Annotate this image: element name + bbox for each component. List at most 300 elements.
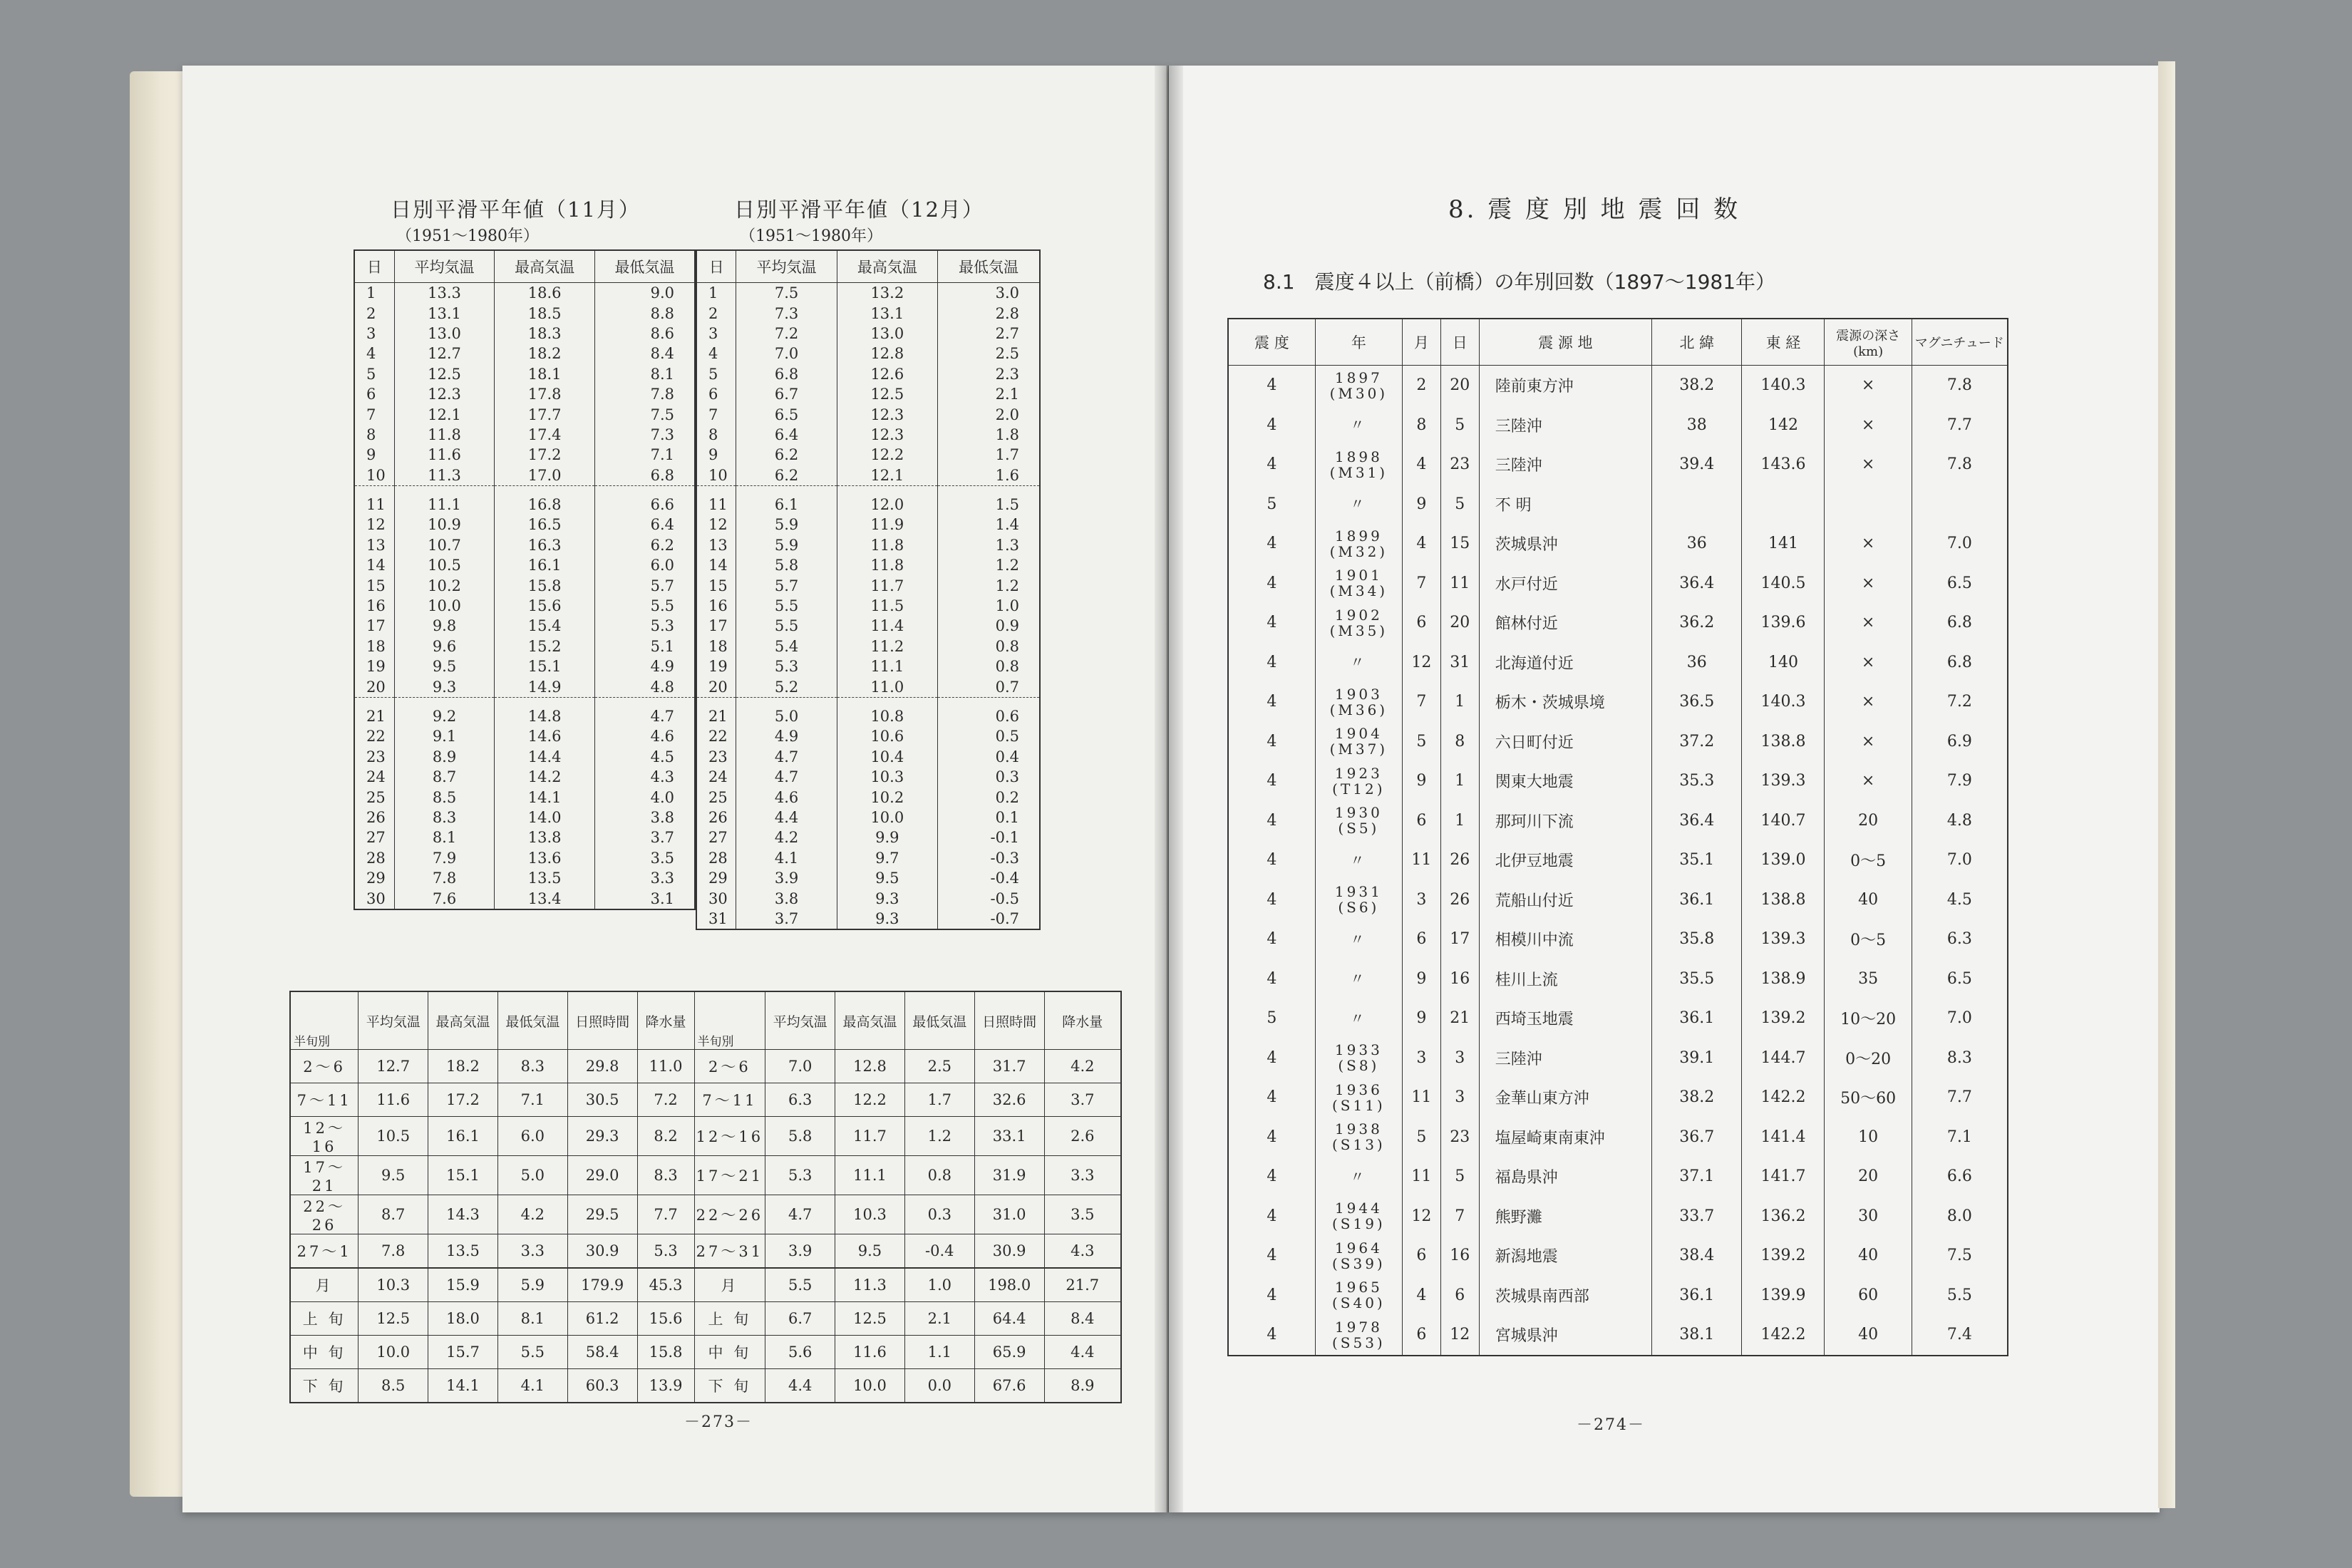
table-row: [696, 555, 1040, 575]
year-cell: 〃: [1315, 643, 1402, 683]
day-cell: 16: [1440, 1236, 1479, 1276]
dec-table-period: （1951～1980年）: [740, 227, 882, 245]
mean-temp-cell: 4.9: [736, 726, 837, 746]
day-cell: 16: [354, 596, 394, 616]
magnitude-cell: 4.5: [1912, 880, 2008, 920]
longitude-cell: 138.8: [1742, 722, 1825, 762]
month-cell: 6: [1402, 1315, 1440, 1356]
mean-temp-cell: 8.7: [359, 1195, 428, 1234]
epicenter-cell: 三陸沖: [1479, 406, 1651, 445]
max-temp-cell: 12.0: [837, 495, 937, 515]
max-temp-cell: 16.5: [495, 515, 595, 535]
mean-temp-cell: 7.8: [394, 868, 495, 888]
table-row: [1228, 959, 2008, 999]
summary-corner-dec: 半旬別: [694, 991, 765, 1050]
day-cell: 20: [1440, 603, 1479, 643]
min-temp-cell: 6.6: [594, 495, 695, 515]
year-cell: 〃: [1315, 485, 1402, 525]
table-row: [354, 808, 695, 827]
min-temp-cell: -0.4: [904, 1234, 974, 1269]
year-cell: 〃: [1315, 840, 1402, 880]
spacer-cell: [495, 485, 595, 495]
month-cell: 9: [1402, 959, 1440, 999]
max-temp-cell: 12.2: [835, 1083, 905, 1117]
mean-temp-cell: 4.7: [736, 747, 837, 767]
spacer-cell: [837, 697, 937, 706]
chapter-title: 8. 震 度 別 地 震 回 数: [1448, 195, 1741, 224]
table-row: [696, 344, 1040, 363]
table-row: [1228, 564, 2008, 604]
magnitude-cell: 4.8: [1912, 801, 2008, 841]
min-temp-cell: 4.6: [594, 726, 695, 746]
epicenter-cell: 館林付近: [1479, 603, 1651, 643]
min-temp-cell: 5.5: [594, 596, 695, 616]
month-cell: 11: [1402, 840, 1440, 880]
min-temp-cell: 3.7: [594, 827, 695, 847]
day-cell: 1: [354, 283, 394, 304]
min-temp-cell: 1.2: [938, 575, 1041, 595]
epicenter-cell: 宮城県沖: [1479, 1315, 1651, 1356]
day-cell: 23: [354, 747, 394, 767]
epicenter-cell: 福島県沖: [1479, 1157, 1651, 1197]
mean-temp-cell: 11.6: [359, 1083, 428, 1117]
mean-temp-cell: 10.5: [359, 1117, 428, 1156]
min-temp-cell: 1.4: [938, 515, 1041, 535]
mean-temp-cell: 5.9: [736, 535, 837, 555]
mean-temp-cell: 6.7: [765, 1302, 835, 1336]
mean-temp-cell: 12.7: [394, 344, 495, 363]
max-temp-cell: 12.3: [837, 404, 937, 424]
magnitude-cell: 7.4: [1912, 1315, 2008, 1356]
min-temp-cell: 1.1: [904, 1336, 974, 1369]
table-row: [696, 616, 1040, 636]
mean-temp-cell: 12.1: [394, 404, 495, 424]
day-cell: 7: [354, 404, 394, 424]
min-temp-cell: 3.1: [594, 888, 695, 909]
min-temp-cell: 9.0: [594, 283, 695, 304]
table-row: [1228, 406, 2008, 445]
spacer-cell: [495, 697, 595, 706]
day-cell: 5: [354, 364, 394, 384]
latitude-cell: 37.1: [1652, 1157, 1742, 1197]
period-cell: 27～31: [694, 1234, 765, 1269]
precip-cell: 8.2: [637, 1117, 694, 1156]
day-cell: 20: [696, 676, 736, 697]
sunshine-cell: 60.3: [567, 1369, 637, 1403]
max-temp-cell: 10.0: [837, 808, 937, 827]
epicenter-cell: 北海道付近: [1479, 643, 1651, 683]
day-cell: 23: [1440, 1118, 1479, 1157]
year-cell: 〃: [1315, 959, 1402, 999]
mean-temp-cell: 6.8: [736, 364, 837, 384]
max-temp-cell: 18.6: [495, 283, 595, 304]
day-cell: 29: [354, 868, 394, 888]
min-temp-cell: 5.0: [497, 1156, 567, 1195]
day-cell: 22: [696, 726, 736, 746]
table-row: [1228, 880, 2008, 920]
table-row: [696, 364, 1040, 384]
day-cell: 28: [354, 848, 394, 868]
right-page: [1169, 66, 2160, 1512]
magnitude-cell: 8.3: [1912, 1038, 2008, 1078]
period-cell: 12～16: [290, 1117, 359, 1156]
latitude-cell: 35.3: [1652, 761, 1742, 801]
max-temp-cell: 18.2: [495, 344, 595, 363]
epicenter-cell: 茨城県沖: [1479, 524, 1651, 564]
day-cell: 10: [354, 465, 394, 486]
intensity-cell: 4: [1228, 445, 1315, 485]
table-row: [696, 445, 1040, 465]
longitude-cell: 142: [1742, 406, 1825, 445]
mean-temp-cell: 5.7: [736, 575, 837, 595]
max-temp-cell: 18.1: [495, 364, 595, 384]
table-row: [354, 344, 695, 363]
day-cell: 12: [696, 515, 736, 535]
longitude-cell: 141.4: [1742, 1118, 1825, 1157]
day-cell: 11: [696, 495, 736, 515]
min-temp-cell: 1.2: [938, 555, 1041, 575]
table-row: [290, 1050, 1121, 1083]
table-row: [696, 909, 1040, 929]
mean-temp-cell: 7.5: [736, 283, 837, 304]
nov-table-period: （1951～1980年）: [396, 227, 539, 245]
longitude-cell: 140.7: [1742, 801, 1825, 841]
day-cell: 25: [354, 787, 394, 807]
latitude-cell: 38: [1652, 406, 1742, 445]
min-temp-cell: 0.0: [904, 1369, 974, 1403]
mean-temp-cell: 5.3: [765, 1156, 835, 1195]
max-temp-cell: 15.4: [495, 616, 595, 636]
sunshine-cell: 64.4: [974, 1302, 1044, 1336]
min-temp-cell: 5.9: [497, 1268, 567, 1302]
max-temp-cell: 14.0: [495, 808, 595, 827]
year-cell: 1965 (S40): [1315, 1276, 1402, 1316]
max-temp-cell: 18.2: [428, 1050, 498, 1083]
max-temp-cell: 14.6: [495, 726, 595, 746]
min-temp-cell: 1.3: [938, 535, 1041, 555]
max-temp-cell: 16.8: [495, 495, 595, 515]
table-row: [1228, 485, 2008, 525]
max-temp-cell: 13.4: [495, 888, 595, 909]
period-cell: 月: [290, 1268, 359, 1302]
period-cell: 中 旬: [290, 1336, 359, 1369]
longitude-cell: 139.3: [1742, 919, 1825, 959]
depth-cell: ×: [1825, 524, 1912, 564]
table-row: [696, 767, 1040, 787]
mean-temp-cell: 7.9: [394, 848, 495, 868]
year-cell: 〃: [1315, 1157, 1402, 1197]
table-row: [696, 827, 1040, 847]
sunshine-cell: 67.6: [974, 1369, 1044, 1403]
precip-cell: 7.2: [637, 1083, 694, 1117]
depth-cell: 40: [1825, 880, 1912, 920]
min-temp-cell: 8.1: [497, 1302, 567, 1336]
longitude-cell: 139.2: [1742, 1236, 1825, 1276]
epicenter-cell: 三陸沖: [1479, 1038, 1651, 1078]
max-temp-cell: 12.3: [837, 425, 937, 445]
min-temp-cell: 0.4: [938, 747, 1041, 767]
mean-temp-cell: 5.5: [736, 616, 837, 636]
day-cell: 26: [354, 808, 394, 827]
latitude-cell: 36.2: [1652, 603, 1742, 643]
min-temp-cell: 1.2: [904, 1117, 974, 1156]
period-cell: 上 旬: [694, 1302, 765, 1336]
mean-temp-cell: 3.9: [736, 868, 837, 888]
magnitude-cell: 5.5: [1912, 1276, 2008, 1316]
latitude-cell: 35.8: [1652, 919, 1742, 959]
col-header-precip: 降水量: [1044, 991, 1121, 1050]
magnitude-cell: 7.2: [1912, 682, 2008, 722]
mean-temp-cell: 6.1: [736, 495, 837, 515]
mean-temp-cell: 5.8: [736, 555, 837, 575]
min-temp-cell: 2.7: [938, 324, 1041, 344]
precip-cell: 3.3: [1044, 1156, 1121, 1195]
month-cell: 5: [1402, 1118, 1440, 1157]
precip-cell: 11.0: [637, 1050, 694, 1083]
day-cell: 13: [696, 535, 736, 555]
depth-cell: ×: [1825, 366, 1912, 406]
mean-temp-cell: 10.0: [359, 1336, 428, 1369]
mean-temp-cell: 12.3: [394, 384, 495, 404]
col-header-day: 日: [1440, 319, 1479, 366]
col-header-max-temp: 最高気温: [495, 250, 595, 283]
table-row: [1228, 603, 2008, 643]
year-cell: 〃: [1315, 999, 1402, 1038]
intensity-cell: 4: [1228, 564, 1315, 604]
longitude-cell: 140.3: [1742, 366, 1825, 406]
latitude-cell: 36.1: [1652, 880, 1742, 920]
day-cell: 31: [696, 909, 736, 929]
period-cell: 中 旬: [694, 1336, 765, 1369]
year-cell: 1931 (S6): [1315, 880, 1402, 920]
spacer-cell: [938, 697, 1041, 706]
day-cell: 1: [1440, 801, 1479, 841]
nov-daily-table: [354, 249, 696, 910]
intensity-cell: 4: [1228, 1276, 1315, 1316]
month-cell: 5: [1402, 722, 1440, 762]
max-temp-cell: 10.3: [835, 1195, 905, 1234]
sunshine-cell: 30.9: [567, 1234, 637, 1269]
day-cell: 20: [1440, 366, 1479, 406]
day-cell: 26: [1440, 880, 1479, 920]
month-cell: 2: [1402, 366, 1440, 406]
max-temp-cell: 13.1: [837, 303, 937, 323]
pentad-summary-table: [289, 991, 1122, 1403]
min-temp-cell: 2.1: [904, 1302, 974, 1336]
depth-cell: ×: [1825, 643, 1912, 683]
precip-cell: 8.3: [637, 1156, 694, 1195]
min-temp-cell: 2.3: [938, 364, 1041, 384]
longitude-cell: 139.0: [1742, 840, 1825, 880]
max-temp-cell: 13.0: [837, 324, 937, 344]
period-cell: 2～6: [290, 1050, 359, 1083]
min-temp-cell: 8.6: [594, 324, 695, 344]
day-cell: 30: [354, 888, 394, 909]
max-temp-cell: 15.7: [428, 1336, 498, 1369]
min-temp-cell: 7.1: [497, 1083, 567, 1117]
magnitude-cell: 7.5: [1912, 1236, 2008, 1276]
max-temp-cell: 10.3: [837, 767, 937, 787]
min-temp-cell: 5.1: [594, 636, 695, 656]
period-cell: 上 旬: [290, 1302, 359, 1336]
mean-temp-cell: 5.5: [765, 1268, 835, 1302]
table-row: [354, 303, 695, 323]
max-temp-cell: 12.5: [837, 384, 937, 404]
mean-temp-cell: 13.1: [394, 303, 495, 323]
table-row: [696, 787, 1040, 807]
sunshine-cell: 29.5: [567, 1195, 637, 1234]
max-temp-cell: 9.7: [837, 848, 937, 868]
table-row: [1228, 761, 2008, 801]
period-cell: 12～16: [694, 1117, 765, 1156]
intensity-cell: 4: [1228, 603, 1315, 643]
day-cell: 23: [696, 747, 736, 767]
sunshine-cell: 32.6: [974, 1083, 1044, 1117]
period-cell: 下 旬: [290, 1369, 359, 1403]
sunshine-cell: 30.5: [567, 1083, 637, 1117]
year-cell: 1902 (M35): [1315, 603, 1402, 643]
mean-temp-cell: 7.0: [765, 1050, 835, 1083]
sunshine-cell: 29.3: [567, 1117, 637, 1156]
max-temp-cell: 14.2: [495, 767, 595, 787]
table-row: [696, 495, 1040, 515]
max-temp-cell: 15.6: [495, 596, 595, 616]
max-temp-cell: 14.8: [495, 706, 595, 726]
min-temp-cell: 2.0: [938, 404, 1041, 424]
year-cell: 1903 (M36): [1315, 682, 1402, 722]
latitude-cell: 38.1: [1652, 1315, 1742, 1356]
sunshine-cell: 31.9: [974, 1156, 1044, 1195]
max-temp-cell: 13.5: [428, 1234, 498, 1269]
max-temp-cell: 17.0: [495, 465, 595, 486]
min-temp-cell: -0.7: [938, 909, 1041, 929]
day-cell: 5: [1440, 485, 1479, 525]
table-row: [1228, 445, 2008, 485]
day-cell: 18: [696, 636, 736, 656]
table-row: [696, 283, 1040, 304]
mean-temp-cell: 9.3: [394, 676, 495, 697]
month-cell: 11: [1402, 1078, 1440, 1118]
max-temp-cell: 14.9: [495, 676, 595, 697]
longitude-cell: 140.3: [1742, 682, 1825, 722]
day-cell: 20: [354, 676, 394, 697]
table-row: [1228, 722, 2008, 762]
table-row: [1228, 1315, 2008, 1356]
table-row: [1228, 801, 2008, 841]
min-temp-cell: 6.8: [594, 465, 695, 486]
sunshine-cell: 61.2: [567, 1302, 637, 1336]
epicenter-cell: 塩屋崎東南東沖: [1479, 1118, 1651, 1157]
year-cell: 1964 (S39): [1315, 1236, 1402, 1276]
day-cell: 17: [354, 616, 394, 636]
latitude-cell: 36.1: [1652, 1276, 1742, 1316]
day-cell: 1: [696, 283, 736, 304]
depth-cell: ×: [1825, 722, 1912, 762]
table-row: [696, 404, 1040, 424]
depth-cell: 10: [1825, 1118, 1912, 1157]
magnitude-cell: 6.8: [1912, 643, 2008, 683]
max-temp-cell: 11.8: [837, 535, 937, 555]
year-cell: 1936 (S11): [1315, 1078, 1402, 1118]
table-row: [1228, 643, 2008, 683]
max-temp-cell: 14.1: [495, 787, 595, 807]
min-temp-cell: -0.3: [938, 848, 1041, 868]
epicenter-cell: 六日町付近: [1479, 722, 1651, 762]
mean-temp-cell: 9.5: [359, 1156, 428, 1195]
longitude-cell: 139.6: [1742, 603, 1825, 643]
max-temp-cell: 11.6: [835, 1336, 905, 1369]
min-temp-cell: 4.3: [594, 767, 695, 787]
magnitude-cell: 7.8: [1912, 445, 2008, 485]
intensity-cell: 4: [1228, 959, 1315, 999]
latitude-cell: 36.5: [1652, 682, 1742, 722]
intensity-cell: 4: [1228, 406, 1315, 445]
depth-cell: 35: [1825, 959, 1912, 999]
depth-cell: 30: [1825, 1197, 1912, 1237]
col-header-mean-temp: 平均気温: [765, 991, 835, 1050]
table-row: [290, 1156, 1121, 1195]
table-row: [354, 616, 695, 636]
month-cell: 6: [1402, 801, 1440, 841]
month-cell: 9: [1402, 999, 1440, 1038]
min-temp-cell: 7.1: [594, 445, 695, 465]
month-cell: 9: [1402, 761, 1440, 801]
latitude-cell: [1652, 485, 1742, 525]
epicenter-cell: 桂川上流: [1479, 959, 1651, 999]
day-cell: 21: [1440, 999, 1479, 1038]
mean-temp-cell: 11.6: [394, 445, 495, 465]
min-temp-cell: 0.8: [904, 1156, 974, 1195]
magnitude-cell: 8.0: [1912, 1197, 2008, 1237]
month-cell: 12: [1402, 1197, 1440, 1237]
table-row: [696, 726, 1040, 746]
col-header-depth: 震源の深さ(km): [1825, 319, 1912, 366]
mean-temp-cell: 11.1: [394, 495, 495, 515]
max-temp-cell: 10.0: [835, 1369, 905, 1403]
longitude-cell: 141: [1742, 524, 1825, 564]
precip-cell: 4.4: [1044, 1336, 1121, 1369]
table-row: [354, 767, 695, 787]
min-temp-cell: 1.7: [938, 445, 1041, 465]
depth-cell: 10～20: [1825, 999, 1912, 1038]
mean-temp-cell: 5.6: [765, 1336, 835, 1369]
table-row: [354, 445, 695, 465]
mean-temp-cell: 5.5: [736, 596, 837, 616]
month-cell: 4: [1402, 524, 1440, 564]
mean-temp-cell: 7.0: [736, 344, 837, 363]
day-cell: 3: [1440, 1038, 1479, 1078]
group-spacer: [354, 485, 695, 495]
max-temp-cell: 12.8: [835, 1050, 905, 1083]
mean-temp-cell: 7.8: [359, 1234, 428, 1269]
table-row: [354, 575, 695, 595]
intensity-cell: 4: [1228, 919, 1315, 959]
day-cell: 27: [696, 827, 736, 847]
magnitude-cell: 7.7: [1912, 406, 2008, 445]
intensity-cell: 5: [1228, 485, 1315, 525]
sunshine-cell: 30.9: [974, 1234, 1044, 1269]
magnitude-cell: 6.5: [1912, 959, 2008, 999]
intensity-cell: 5: [1228, 999, 1315, 1038]
day-cell: 6: [696, 384, 736, 404]
mean-temp-cell: 8.1: [394, 827, 495, 847]
max-temp-cell: 9.3: [837, 888, 937, 908]
day-cell: 11: [354, 495, 394, 515]
day-cell: 22: [354, 726, 394, 746]
table-row: [290, 1195, 1121, 1234]
depth-cell: ×: [1825, 564, 1912, 604]
latitude-cell: 36.4: [1652, 564, 1742, 604]
